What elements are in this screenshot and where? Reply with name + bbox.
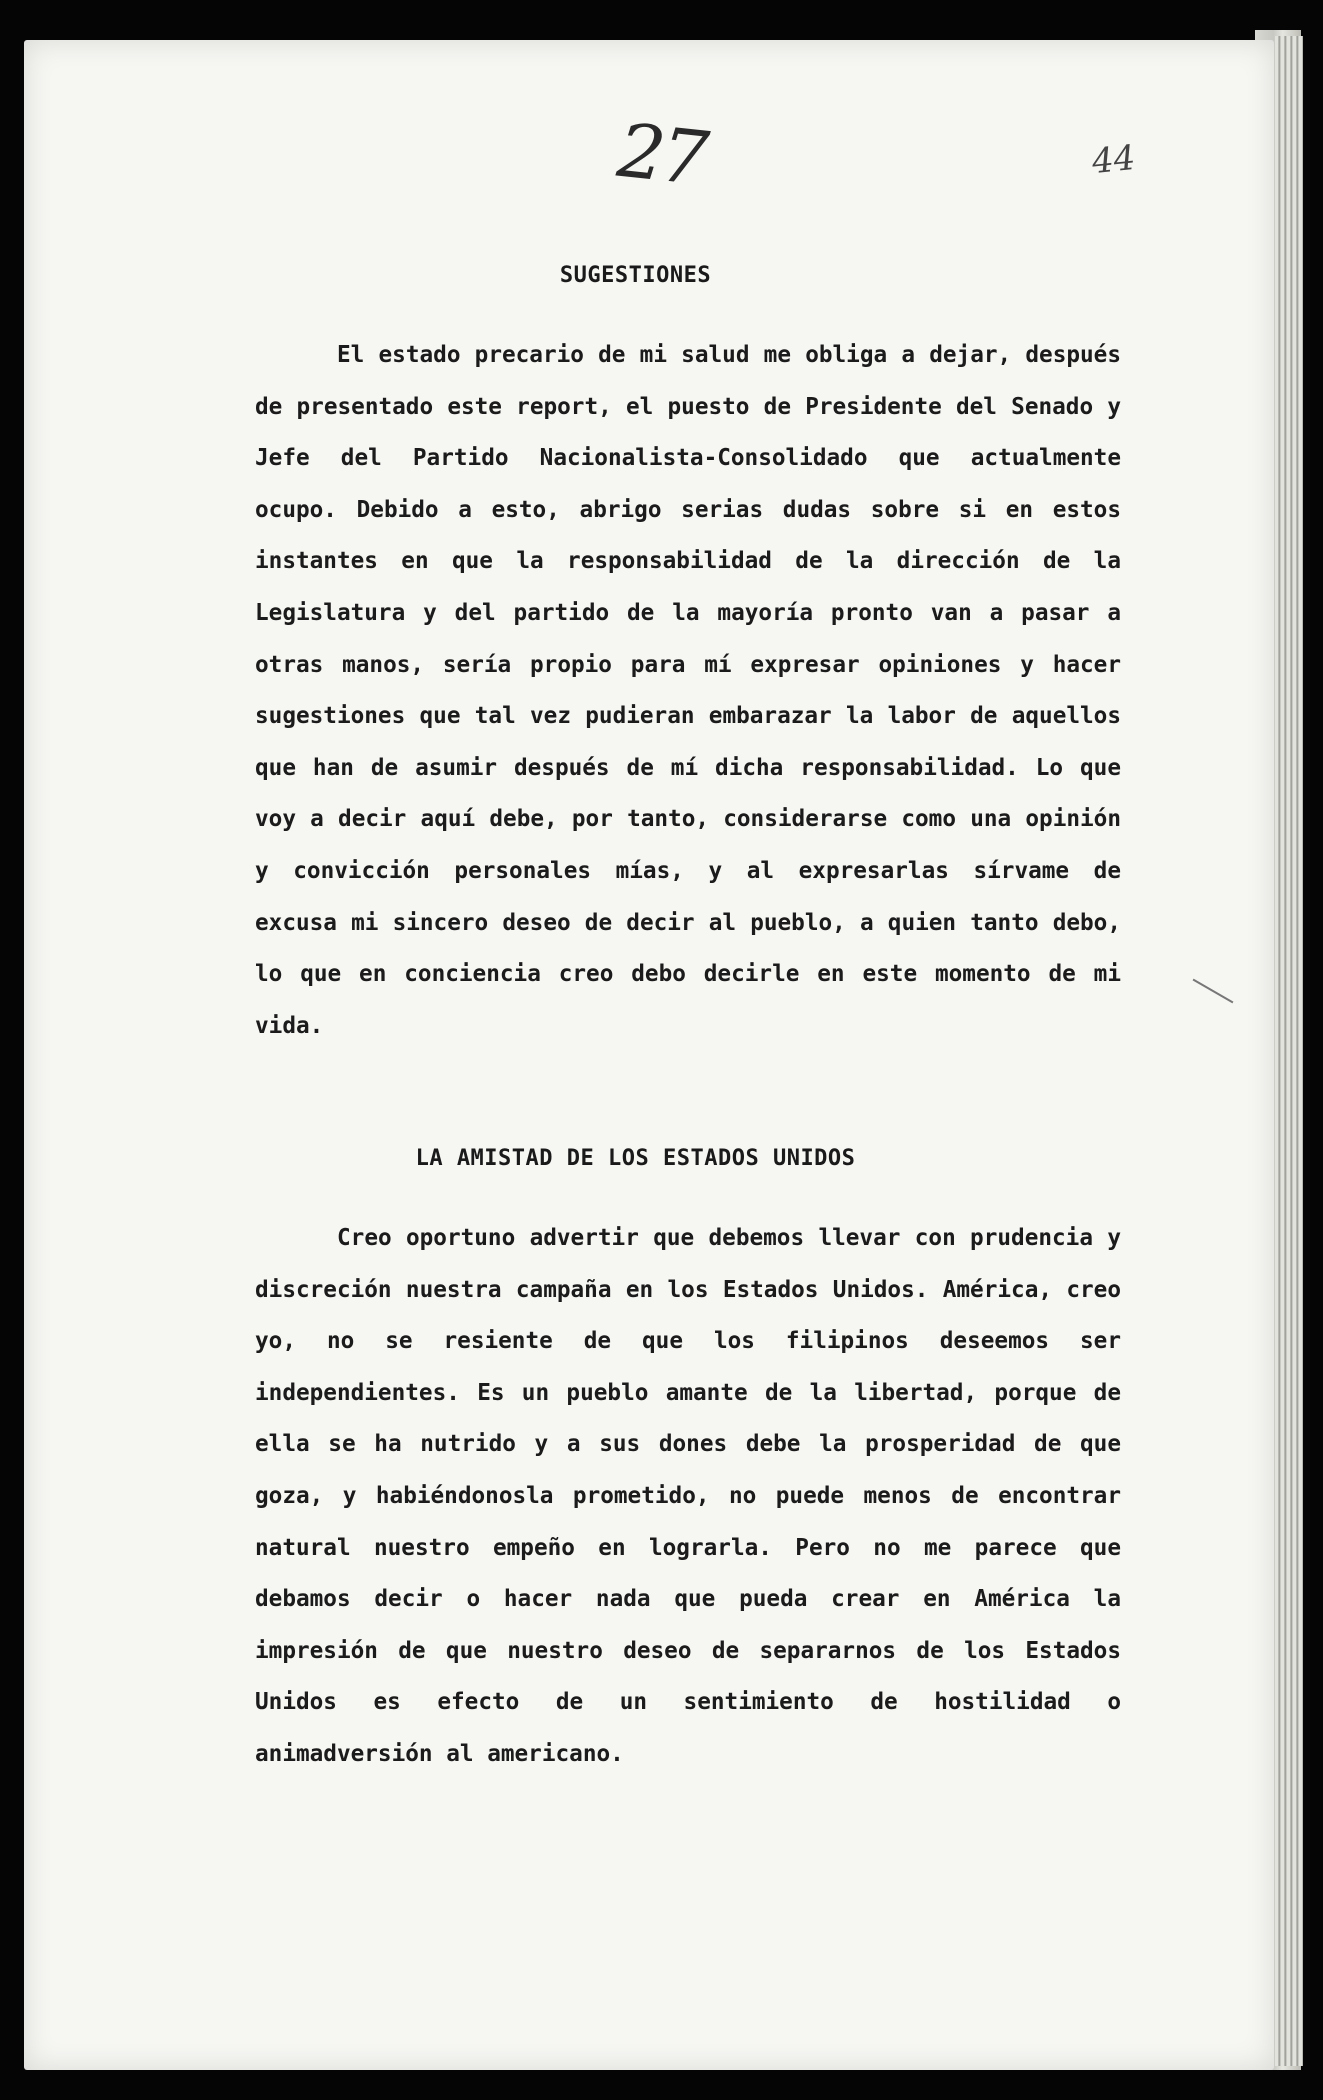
handwritten-page-number: 44 <box>1090 137 1138 183</box>
paragraph-amistad: Creo oportuno advertir que debemos llevar con prudencia y discreción nuestra campaña en los Estados Unidos. América, creo yo, no se resiente de que los filipinos deseemos ser independientes. Es un pueblo amante de la libertad, porque de ella se ha nutrido y a sus dones debe la prosperidad de que goza, y habiéndonosla prometido, no puede menos de encontrar natural nuestro empeño en lograrla. Pero no me parece que debamos decir o hacer nada que pueda crear en América la impresión de que nuestro deseo de separarnos de los Estados Unidos es efecto de un sentimiento de hostilidad o animadversión al americano. <box>255 1225 1121 1767</box>
section-heading-amistad: LA AMISTAD DE LOS ESTADOS UNIDOS <box>415 1146 856 1171</box>
page-stack-edge-lines <box>1275 36 1303 2066</box>
paragraph-sugestiones: El estado precario de mi salud me obliga a dejar, después de presentado este report, el puesto de Presidente del Senado y Jefe del Partido Nacionalista-Consolidado que actualmente ocupo. Debido a esto, abrigo serias dudas sobre si en estos instantes en que la responsabilidad de la dirección de la Legislatura y del partido de la mayoría pronto van a pasar a otras manos, sería propio para mí expresar opiniones y hacer sugestiones que tal vez pudieran embarazar la labor de aquellos que han de asumir después de mí dicha responsabilidad. Lo que voy a decir aquí debe, por tanto, considerarse como una opinión y convicción personales mías, y al expresarlas sírvame de excusa mi sincero deseo de decir al pueblo, a quien tanto debo, lo que en conciencia creo debo decirle en este momento de mi vida. <box>255 342 1121 1039</box>
handwritten-folio-mark: 27 <box>613 107 709 203</box>
section-heading-sugestiones: SUGESTIONES <box>559 263 712 288</box>
